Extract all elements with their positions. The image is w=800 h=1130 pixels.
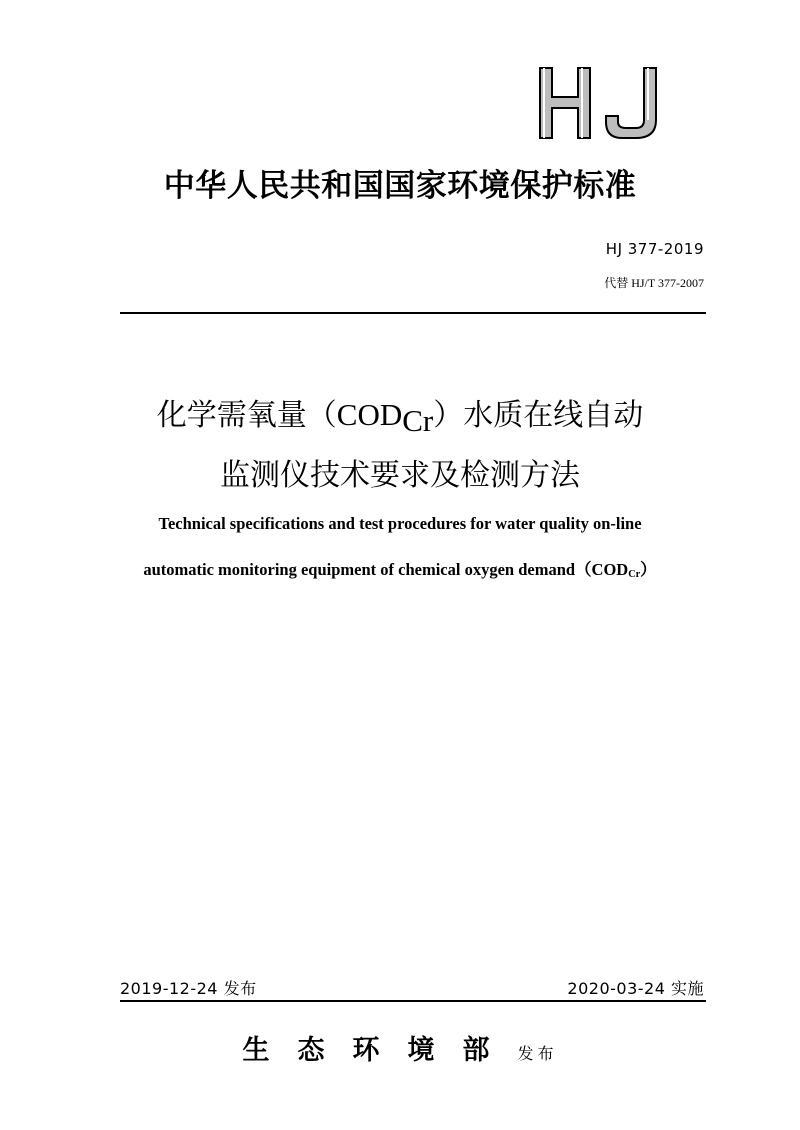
issue-date: 2019-12-24 发布 (120, 979, 257, 998)
hj-logo (536, 66, 686, 140)
standard-code: HJ 377-2019 (605, 240, 704, 258)
english-title-line1: Technical specifications and test procedures for water quality on-line (158, 514, 642, 533)
issuer-action: 发布 (517, 1044, 558, 1063)
top-divider (120, 312, 706, 314)
organization-title: 中华人民共和国国家环境保护标准 (163, 168, 637, 204)
chinese-title-line1: 化学需氧量$(COD_{Cr})$水质在线自动 (156, 397, 644, 439)
replaces-note: 代替 HJ/T 377-2007 (604, 276, 704, 290)
bottom-divider (120, 1000, 706, 1002)
issuer-name: 生态环境部 (242, 1035, 518, 1066)
english-title-line2: automatic monitoring equipment of chemical oxygen $demand(COD_{Cr})$ (143, 560, 657, 581)
chinese-title-line2: 监测仪技术要求及检测方法 (220, 458, 580, 493)
issuer (0, 1028, 800, 1067)
effective-date: 2020-03-24 实施 (567, 979, 704, 998)
